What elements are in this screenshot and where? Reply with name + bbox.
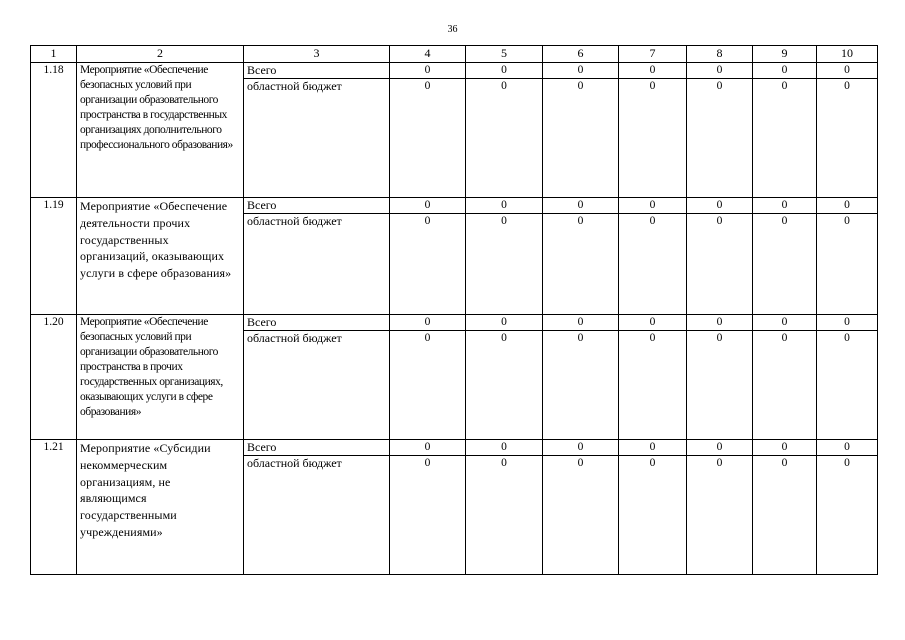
value-cell: 0 [687,63,753,79]
value-cell: 0 [619,63,687,79]
value-cell: 0 [753,331,817,440]
value-cell: 0 [619,198,687,214]
value-cell: 0 [753,214,817,315]
value-cell: 0 [543,63,619,79]
value-cell: 0 [466,198,543,214]
measure-index: 1.21 [31,440,77,575]
header-cell: 2 [77,46,244,63]
value-cell: 0 [543,331,619,440]
value-cell: 0 [687,440,753,456]
funding-source-label: областной бюджет [244,456,390,575]
page-number: 36 [447,24,458,35]
value-cell: 0 [753,315,817,331]
measure-name: Мероприятие «Обеспечение безопасных условий при организации образовательного пространства в прочих государственных организациях, оказывающих услуги в сфере образования» [77,315,244,440]
funding-source-label: областной бюджет [244,79,390,198]
value-cell: 0 [687,198,753,214]
header-row [31,46,878,63]
funding-source-label: Всего [244,440,390,456]
value-cell: 0 [817,315,878,331]
funding-source-label: областной бюджет [244,331,390,440]
header-cell: 9 [753,46,817,63]
measure-name: Мероприятие «Обеспечение деятельности прочих государственных организаций, оказывающих услуги в сфере образования» [77,198,244,315]
value-cell: 0 [543,214,619,315]
value-cell: 0 [817,79,878,198]
measure-index: 1.19 [31,198,77,315]
funding-source-label: Всего [244,315,390,331]
value-cell: 0 [390,214,466,315]
measure-index: 1.18 [31,63,77,198]
measure-total-row [31,63,878,79]
value-cell: 0 [753,198,817,214]
measure-name: Мероприятие «Обеспечение безопасных условий при организации образовательного пространства в государственных организациях дополнительного профессионального образования» [77,63,244,198]
value-cell: 0 [817,331,878,440]
value-cell: 0 [619,331,687,440]
value-cell: 0 [687,456,753,575]
value-cell: 0 [817,198,878,214]
value-cell: 0 [390,315,466,331]
value-cell: 0 [390,79,466,198]
value-cell: 0 [466,331,543,440]
measure-total-row [31,198,878,214]
value-cell: 0 [390,331,466,440]
value-cell: 0 [687,315,753,331]
funding-source-label: Всего [244,63,390,79]
header-cell: 8 [687,46,753,63]
value-cell: 0 [390,456,466,575]
value-cell: 0 [390,440,466,456]
value-cell: 0 [543,456,619,575]
header-cell: 3 [244,46,390,63]
value-cell: 0 [817,456,878,575]
budget-table [30,45,878,575]
value-cell: 0 [543,315,619,331]
funding-source-label: областной бюджет [244,214,390,315]
value-cell: 0 [619,315,687,331]
measure-name: Мероприятие «Субсидии некоммерческим организациям, не являющимся государственными учреждениями» [77,440,244,575]
value-cell: 0 [687,79,753,198]
header-cell: 4 [390,46,466,63]
measure-index: 1.20 [31,315,77,440]
value-cell: 0 [543,79,619,198]
value-cell: 0 [466,214,543,315]
value-cell: 0 [687,214,753,315]
value-cell: 0 [543,440,619,456]
value-cell: 0 [390,198,466,214]
value-cell: 0 [619,79,687,198]
value-cell: 0 [753,79,817,198]
value-cell: 0 [390,63,466,79]
value-cell: 0 [817,440,878,456]
funding-source-label: Всего [244,198,390,214]
header-cell: 7 [619,46,687,63]
value-cell: 0 [466,456,543,575]
header-cell: 6 [543,46,619,63]
value-cell: 0 [753,63,817,79]
header-cell: 1 [31,46,77,63]
value-cell: 0 [753,440,817,456]
value-cell: 0 [817,63,878,79]
value-cell: 0 [817,214,878,315]
measure-total-row [31,440,878,456]
measure-total-row [31,315,878,331]
value-cell: 0 [619,440,687,456]
value-cell: 0 [543,198,619,214]
value-cell: 0 [619,214,687,315]
value-cell: 0 [687,331,753,440]
value-cell: 0 [466,440,543,456]
value-cell: 0 [466,79,543,198]
header-cell: 5 [466,46,543,63]
header-cell: 10 [817,46,878,63]
value-cell: 0 [466,315,543,331]
value-cell: 0 [619,456,687,575]
value-cell: 0 [753,456,817,575]
value-cell: 0 [466,63,543,79]
